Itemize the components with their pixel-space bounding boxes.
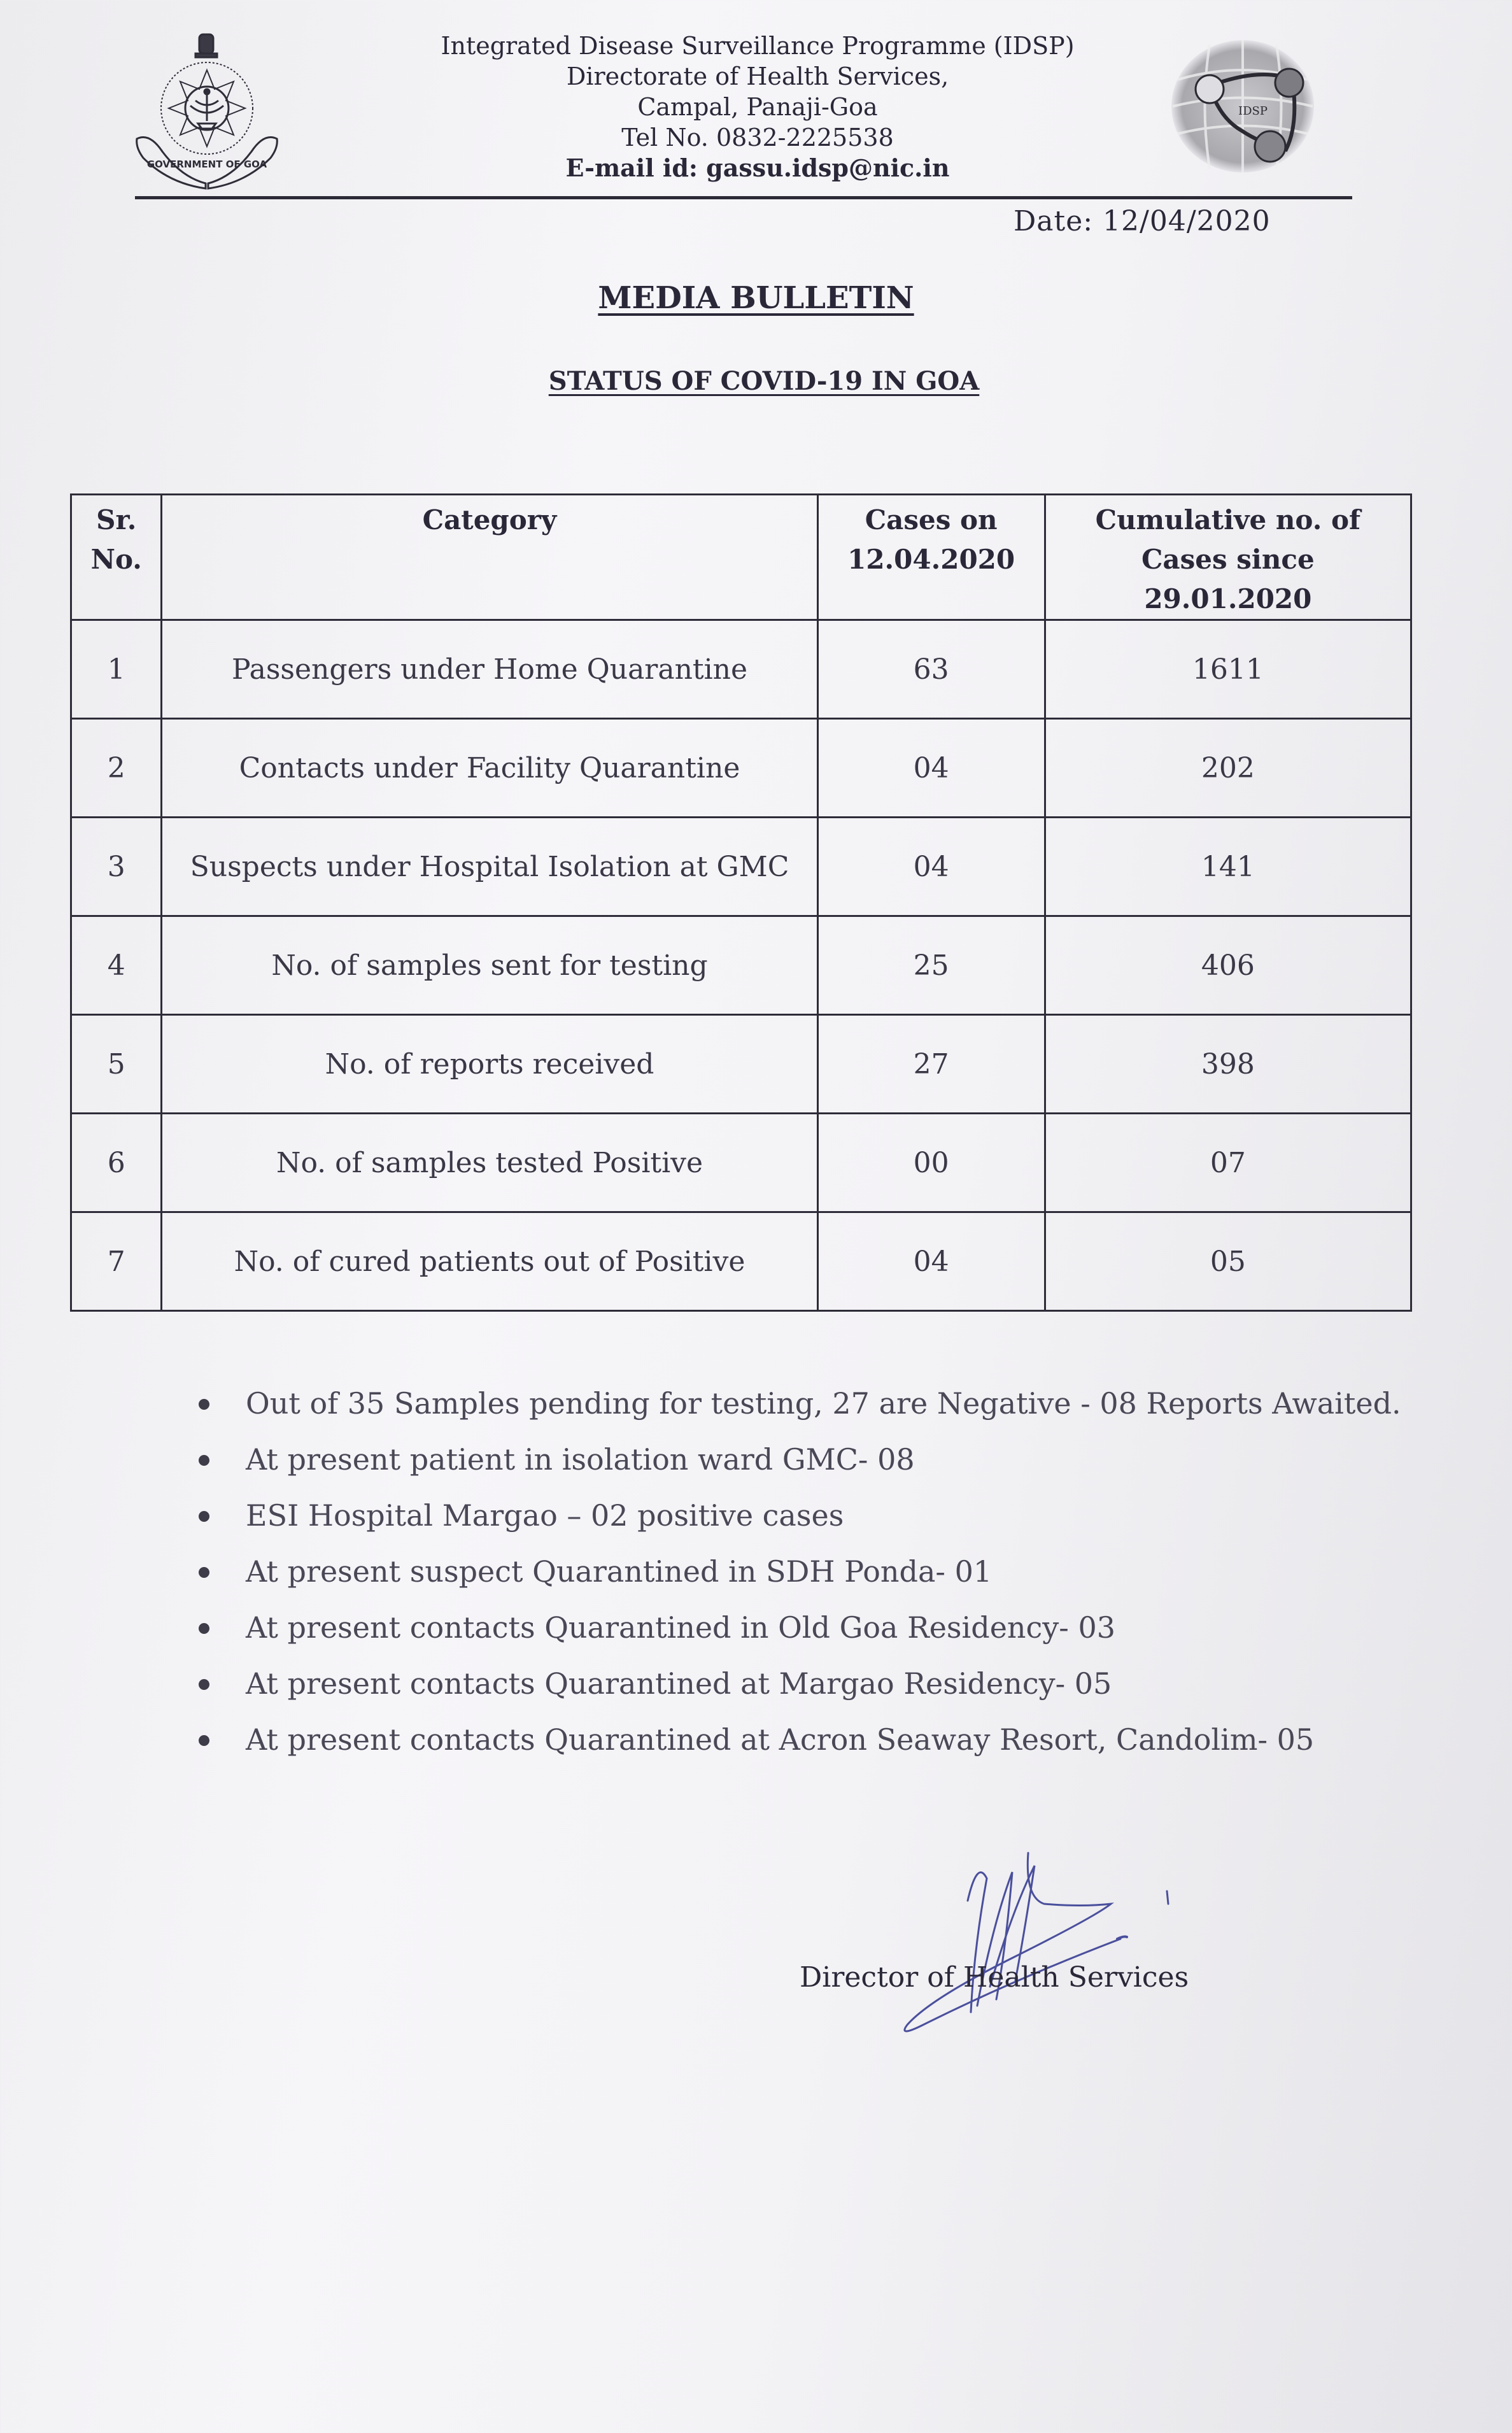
letterhead (344, 31, 1171, 183)
email: E-mail id: gassu.idsp@nic.in (565, 153, 950, 182)
list-item (191, 1375, 1401, 1431)
bullet-icon (199, 1623, 209, 1634)
cell-cumulative: 406 (1045, 916, 1411, 1015)
org-name: Integrated Disease Surveillance Programme (IDSP) (441, 32, 1075, 60)
cell-sr-no: 3 (71, 818, 162, 916)
header-divider (135, 196, 1352, 199)
cell-cumulative: 07 (1045, 1114, 1411, 1212)
cell-cumulative: 202 (1045, 719, 1411, 818)
telephone: Tel No. 0832-2225538 (621, 124, 894, 152)
bullet-icon (199, 1679, 209, 1690)
bullet-icon (199, 1567, 209, 1578)
header-cases-on-date (817, 495, 1045, 620)
note-text: At present patient in isolation ward GMC- 08 (246, 1442, 915, 1477)
cell-category: No. of samples tested Positive (162, 1114, 817, 1212)
cell-sr-no: 6 (71, 1114, 162, 1212)
cell-cases: 04 (817, 1212, 1045, 1311)
page-subtitle-text: STATUS OF COVID-19 IN GOA (548, 366, 980, 396)
list-item (191, 1656, 1401, 1712)
cell-sr-no: 5 (71, 1015, 162, 1114)
handwritten-signature (853, 1834, 1210, 2038)
header-cases-line: Cases on (865, 504, 998, 536)
table-row (71, 1015, 1411, 1114)
header-category (162, 495, 817, 620)
header-category-text: Category (422, 504, 557, 536)
note-text: Out of 35 Samples pending for testing, 27 are Negative - 08 Reports Awaited. (246, 1386, 1401, 1421)
cell-category: Suspects under Hospital Isolation at GMC (162, 818, 817, 916)
address: Campal, Panaji-Goa (637, 93, 878, 121)
header-cumulative-line: Cumulative no. of (1095, 504, 1361, 536)
cell-sr-no: 2 (71, 719, 162, 818)
table-row (71, 620, 1411, 719)
header-sr-no-line: No. (90, 544, 142, 575)
cell-cumulative: 1611 (1045, 620, 1411, 719)
table-row (71, 719, 1411, 818)
cell-sr-no: 1 (71, 620, 162, 719)
bullet-icon (199, 1399, 209, 1410)
bulletin-date: Date: 12/04/2020 (1014, 205, 1271, 238)
table-row (71, 818, 1411, 916)
header-sr-no (71, 495, 162, 620)
logo-lettering: GOVERNMENT OF GOA (146, 159, 267, 170)
list-item (191, 1600, 1401, 1656)
bullet-icon (199, 1735, 209, 1746)
cell-cases: 00 (817, 1114, 1045, 1212)
list-item (191, 1487, 1401, 1543)
header-cumulative-line: Cases since (1141, 544, 1315, 575)
cell-cumulative: 141 (1045, 818, 1411, 916)
government-of-goa-logo (124, 31, 290, 190)
table-row (71, 1212, 1411, 1311)
notes-list (191, 1375, 1401, 1768)
cell-category: No. of samples sent for testing (162, 916, 817, 1015)
note-text: ESI Hospital Margao – 02 positive cases (246, 1498, 844, 1533)
cell-cases: 27 (817, 1015, 1045, 1114)
bullet-icon (199, 1511, 209, 1522)
header-cumulative (1045, 495, 1411, 620)
cell-category: Passengers under Home Quarantine (162, 620, 817, 719)
directorate-name: Directorate of Health Services, (566, 62, 949, 90)
table-row (71, 916, 1411, 1015)
cell-cumulative: 05 (1045, 1212, 1411, 1311)
logo-lettering: IDSP (1238, 104, 1268, 118)
list-item (191, 1431, 1401, 1487)
cell-category: Contacts under Facility Quarantine (162, 719, 817, 818)
cell-category: No. of cured patients out of Positive (162, 1212, 817, 1311)
idsp-logo (1165, 35, 1321, 178)
cell-cases: 25 (817, 916, 1045, 1015)
table-row (71, 1114, 1411, 1212)
page-title (0, 280, 1512, 316)
note-text: At present suspect Quarantined in SDH Ponda- 01 (246, 1554, 993, 1589)
cell-cumulative: 398 (1045, 1015, 1411, 1114)
covid-status-table (70, 493, 1412, 1312)
note-text: At present contacts Quarantined in Old Goa Residency- 03 (246, 1610, 1115, 1645)
header-cases-line: 12.04.2020 (847, 544, 1015, 575)
header-sr-no-line: Sr. (96, 504, 137, 536)
note-text: At present contacts Quarantined at Margao Residency- 05 (246, 1666, 1112, 1701)
bullet-icon (199, 1455, 209, 1466)
cell-cases: 04 (817, 818, 1045, 916)
cell-cases: 63 (817, 620, 1045, 719)
signatory-title: Director of Health Services (800, 1961, 1189, 1994)
page-subtitle (0, 366, 1512, 396)
cell-sr-no: 7 (71, 1212, 162, 1311)
cell-sr-no: 4 (71, 916, 162, 1015)
table-header-row (71, 495, 1411, 620)
header-cumulative-line: 29.01.2020 (1144, 583, 1312, 614)
cell-category: No. of reports received (162, 1015, 817, 1114)
cell-cases: 04 (817, 719, 1045, 818)
page-title-text: MEDIA BULLETIN (598, 280, 914, 316)
list-item (191, 1712, 1401, 1768)
list-item (191, 1543, 1401, 1600)
note-text: At present contacts Quarantined at Acron Seaway Resort, Candolim- 05 (246, 1722, 1315, 1757)
